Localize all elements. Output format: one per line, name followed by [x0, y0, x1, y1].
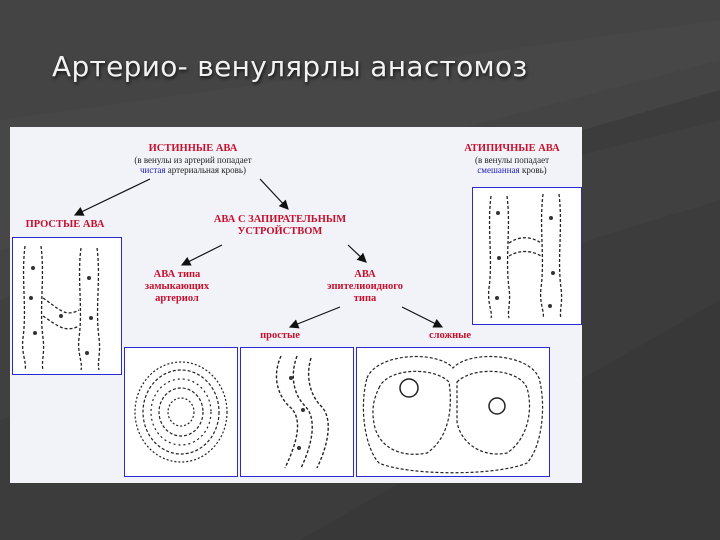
atypical-ava-line2	[442, 165, 582, 175]
epithelioid-line1: АВА	[354, 269, 376, 280]
atypical-ava-heading: АТИПИЧНЫЕ АВА	[464, 143, 560, 154]
arrow-epithelioid-to-complex	[402, 307, 442, 327]
diagram-panel	[10, 127, 582, 483]
closing-arteriole-line3: артериол	[155, 292, 199, 304]
true-ava-line1: (в венулы из артерий попадает	[134, 154, 252, 165]
epithelioid-line3: типа	[353, 292, 377, 304]
atypical-ava-line2-rest: кровь)	[519, 164, 547, 175]
slide-title: Артерио- венулярлы анастомоз	[52, 50, 528, 83]
closing-arteriole-illustration	[124, 347, 238, 477]
closing-arteriole-line1: АВА типа	[153, 269, 201, 280]
locking-ava-line1: АВА С ЗАПИРАТЕЛЬНЫМ	[213, 214, 347, 225]
epithelioid-block	[310, 269, 420, 304]
arrow-locking-to-epithelioid	[348, 245, 366, 262]
atypical-ava-illustration	[472, 187, 582, 325]
true-ava-block	[88, 143, 298, 175]
atypical-ava-line1: (в венулы попадает	[474, 154, 550, 165]
true-ava-line2	[88, 165, 298, 175]
atypical-ava-accent: смешанная	[477, 164, 520, 175]
arrow-true-to-locking	[260, 179, 288, 209]
arrow-epithelioid-to-simple	[290, 307, 340, 327]
complex-epithelioid-illustration	[356, 347, 550, 477]
true-ava-accent: чистая	[140, 164, 166, 175]
arrow-true-to-simple	[75, 179, 150, 215]
closing-arteriole-line2: замыкающих	[144, 280, 210, 292]
complex-epithelioid-label: сложные	[428, 330, 472, 341]
atypical-ava-block	[442, 143, 582, 175]
simple-epithelioid-label: простые	[260, 330, 300, 341]
arrow-locking-to-closing	[182, 245, 222, 265]
true-ava-heading: ИСТИННЫЕ АВА	[148, 143, 238, 154]
true-ava-line2-rest: артериальная кровь)	[165, 164, 246, 175]
locking-ava-line2: УСТРОЙСТВОМ	[237, 225, 323, 237]
simple-ava-illustration	[12, 237, 122, 375]
epithelioid-line2: эпителиоидного	[326, 280, 404, 292]
locking-ava-block	[180, 214, 380, 238]
closing-arteriole-block	[132, 269, 222, 304]
simple-epithelioid-illustration	[240, 347, 354, 477]
simple-ava-heading: ПРОСТЫЕ АВА	[25, 219, 105, 230]
